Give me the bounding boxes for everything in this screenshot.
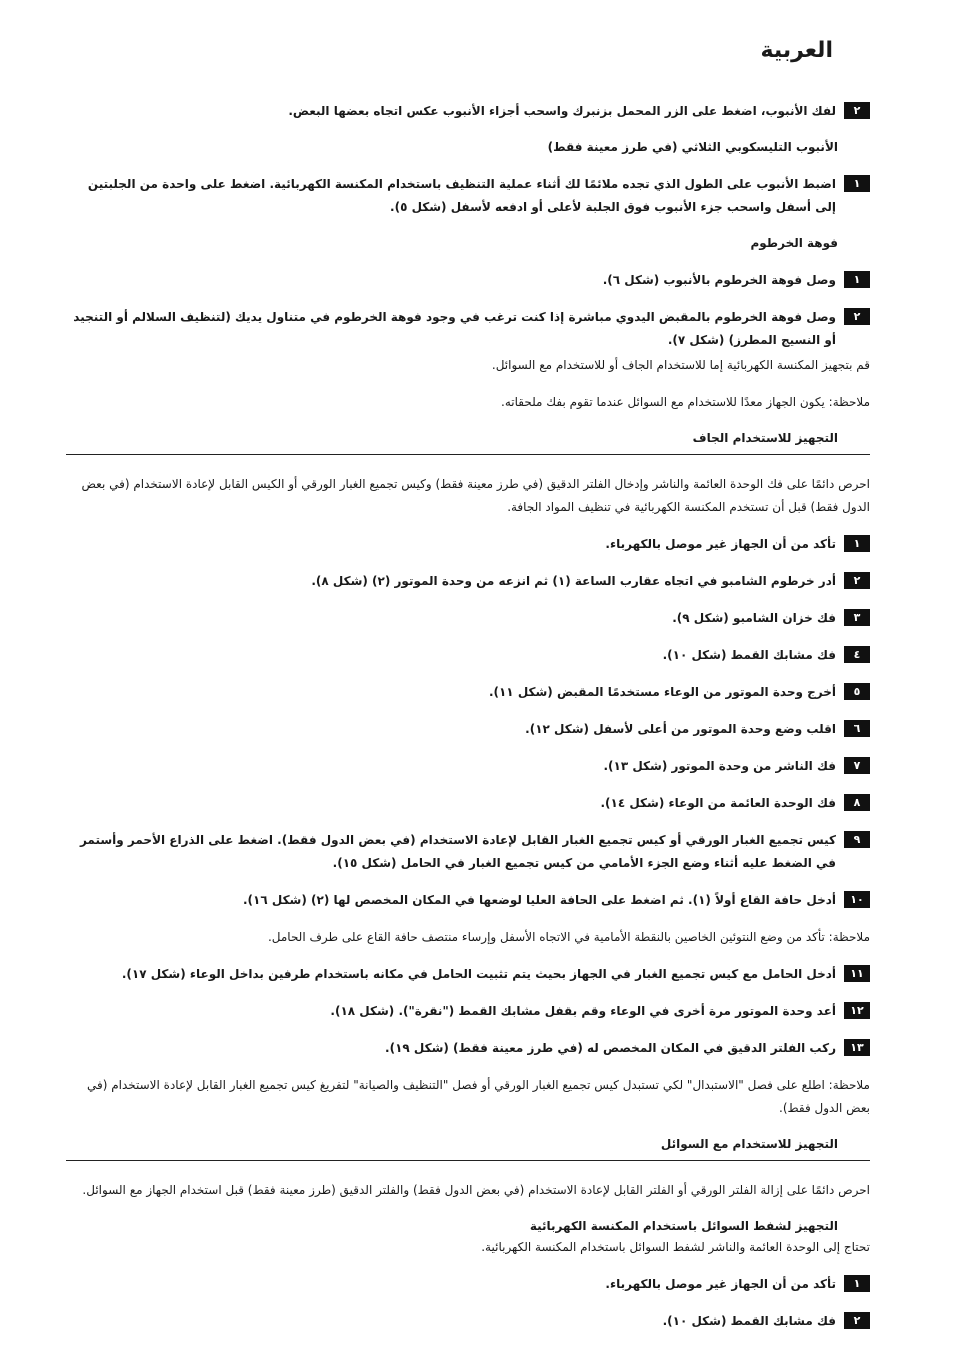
step-text: فك الناشر من وحدة الموتور (شكل ١٣). <box>603 759 836 773</box>
step-item <box>66 829 870 875</box>
step-number: ١٢ <box>844 1002 870 1019</box>
step-text: وصل فوهة الخرطوم بالأنبوب (شكل ٦). <box>602 273 836 287</box>
dry-steps-list <box>66 533 870 912</box>
liquid-suction-subheading: التجهيز لشفط السوائل باستخدام المكنسة الكهربائية <box>529 1219 838 1233</box>
step-number: ٩ <box>844 831 870 848</box>
step-number: ٨ <box>844 794 870 811</box>
step-item <box>66 718 870 741</box>
step-number: ٣ <box>844 609 870 626</box>
step-item <box>66 644 870 667</box>
step-item <box>66 755 870 778</box>
nozzle-heading: فوهة الخرطوم <box>750 236 838 250</box>
step-item <box>66 607 870 630</box>
step-text: اقلب وضع وحدة الموتور من أعلى لأسفل (شكل ١٢). <box>525 722 836 736</box>
step-text: فك مشابك القمط (شكل ١٠). <box>662 648 836 662</box>
note-text: ملاحظة: تأكد من وضع النتوئين الخاصين بالنقطة الأمامية في الاتجاه الأسفل وإرساء منتصف حافة القاع على طرف الحامل. <box>267 930 870 944</box>
step-number: ٢ <box>844 572 870 589</box>
step-number: ١ <box>844 175 870 192</box>
step-item <box>66 533 870 556</box>
step-number: ١١ <box>844 965 870 982</box>
step-text: فك الوحدة العائمة من الوعاء (شكل ١٤). <box>600 796 836 810</box>
step-text: فك مشابك القمط (شكل ١٠). <box>662 1314 836 1328</box>
step-number: ٦ <box>844 720 870 737</box>
step-number: ٢ <box>844 102 870 119</box>
step-item <box>66 570 870 593</box>
wet-intro-paragraph: احرص دائمًا على إزالة الفلتر الورقي أو الفلتر القابل لإعادة الاستخدام (في بعض الدول فقط) والفلتر الدقيق (طرز معينة فقط) قبل استخدام الجهاز مع السوائل. <box>82 1183 870 1197</box>
step-number: ٥ <box>844 683 870 700</box>
dry-intro-paragraph: احرص دائمًا على فك الوحدة العائمة والناشر وإدخال الفلتر الدقيق (في طرز معينة فقط) وكيس تجميع الغبار الورقي أو الكيس القابل لإعادة الاستخدام (في بعض الدول فقط) قبل أن تستخدم المكنسة الكهربائية في تنظيف المواد الجافة. <box>81 477 870 514</box>
step-item <box>66 306 870 352</box>
step-number: ١ <box>844 535 870 552</box>
step-item <box>66 963 870 986</box>
telescopic-heading: الأنبوب التليسكوبي الثلاثي (في طرز معينة فقط) <box>547 140 838 154</box>
step-text: وصل فوهة الخرطوم بالمقبض اليدوي مباشرة إذا كنت ترغب في وجود فوهة الخرطوم في متناول يديك (لتنظيف السلالم أو التنجيد أو النسيج المطرز) (شكل ٧). <box>73 310 836 347</box>
step-text: تأكد من أن الجهاز غير موصل بالكهرباء. <box>605 537 836 551</box>
step-item <box>66 1000 870 1023</box>
step-text: أخرج وحدة الموتور من الوعاء مستخدمًا المقبض (شكل ١١). <box>488 685 836 699</box>
step-item <box>66 1037 870 1060</box>
dry-use-heading: التجهيز للاستخدام الجاف <box>66 428 870 455</box>
step-item <box>66 889 870 912</box>
step-text: أعد وحدة الموتور مرة أخرى في الوعاء وقم بقفل مشابك القمط ("نقرة"). (شكل ١٨). <box>330 1004 836 1018</box>
wet-use-heading: التجهيز للاستخدام مع السوائل <box>66 1134 870 1161</box>
step-number: ١ <box>844 1275 870 1292</box>
step-number: ١٣ <box>844 1039 870 1056</box>
page-content <box>66 100 870 1347</box>
language-title: العربية <box>760 38 833 63</box>
step-number: ٤ <box>844 646 870 663</box>
prep-paragraph: قم بتجهيز المكنسة الكهربائية إما للاستخدام الجاف أو للاستخدام مع السوائل. <box>491 358 870 372</box>
step-number: ٧ <box>844 757 870 774</box>
step-text: لفك الأنبوب، اضغط على الزر المحمل بزنبرك واسحب أجزاء الأنبوب عكس اتجاه بعضها البعض. <box>288 104 836 118</box>
step-number: ٢ <box>844 308 870 325</box>
note-text: ملاحظة: اطلع على فصل "الاستبدال" لكي تستبدل كيس تجميع الغبار الورقي أو فصل "التنظيف والصيانة" لتفريغ كيس تجميع الغبار القابل لإعادة الاستخدام (في بعض الدول فقط). <box>86 1078 870 1115</box>
wet-steps-list <box>66 1273 870 1333</box>
step-item <box>66 1310 870 1333</box>
step-number: ١ <box>844 271 870 288</box>
step-text: أدخل حافة القاع أولاً (١). ثم اضغط على الحافة العليا لوضعها في المكان المخصص لها (٢) (شكل ١٦). <box>242 893 836 907</box>
step-item <box>66 173 870 219</box>
step-text: أدخل الحامل مع كيس تجميع الغبار في الجهاز بحيث يتم تثبيت الحامل في مكانه باستخدام طرفين بداخل الوعاء (شكل ١٧). <box>121 967 836 981</box>
step-number: ١٠ <box>844 891 870 908</box>
step-text: كيس تجميع الغبار الورقي أو كيس تجميع الغبار القابل لإعادة الاستخدام (في بعض الدول فقط). اضغط على الذراع الأحمر وأستمر في الضغط عليه أثناء وضع الجزء الأمامي من كيس تجميع الغبار في الحامل (شكل ١٥). <box>79 833 836 870</box>
step-item <box>66 1273 870 1296</box>
step-text: اضبط الأنبوب على الطول الذي تجده ملائمًا لك أثناء عملية التنظيف باستخدام المكنسة الكهربائية. اضغط على واحدة من الجلبتين إلى أسفل واسحب جزء الأنبوب فوق الجلبة لأعلى أو ادفعه لأسفل (شكل ٥). <box>87 177 836 214</box>
step-text: ركب الفلتر الدقيق في المكان المخصص له (في طرز معينة فقط) (شكل ١٩). <box>385 1041 836 1055</box>
liquid-suction-paragraph: تحتاج إلى الوحدة العائمة والناشر لشفط السوائل باستخدام المكنسة الكهربائية. <box>481 1240 870 1254</box>
note-text: ملاحظة: يكون الجهاز معدًا للاستخدام مع السوائل عندما تقوم بفك ملحقاته. <box>501 395 870 409</box>
step-item <box>66 269 870 292</box>
dry-steps-list-continued <box>66 963 870 1060</box>
step-number: ٢ <box>844 1312 870 1329</box>
step-item <box>66 792 870 815</box>
step-item <box>66 681 870 704</box>
step-item <box>66 100 870 123</box>
step-text: أدر خرطوم الشامبو في اتجاه عقارب الساعة (١) ثم انزعه من وحدة الموتور (٢) (شكل ٨). <box>311 574 836 588</box>
step-text: تأكد من أن الجهاز غير موصل بالكهرباء. <box>605 1277 836 1291</box>
step-text: فك خزان الشامبو (شكل ٩). <box>672 611 836 625</box>
